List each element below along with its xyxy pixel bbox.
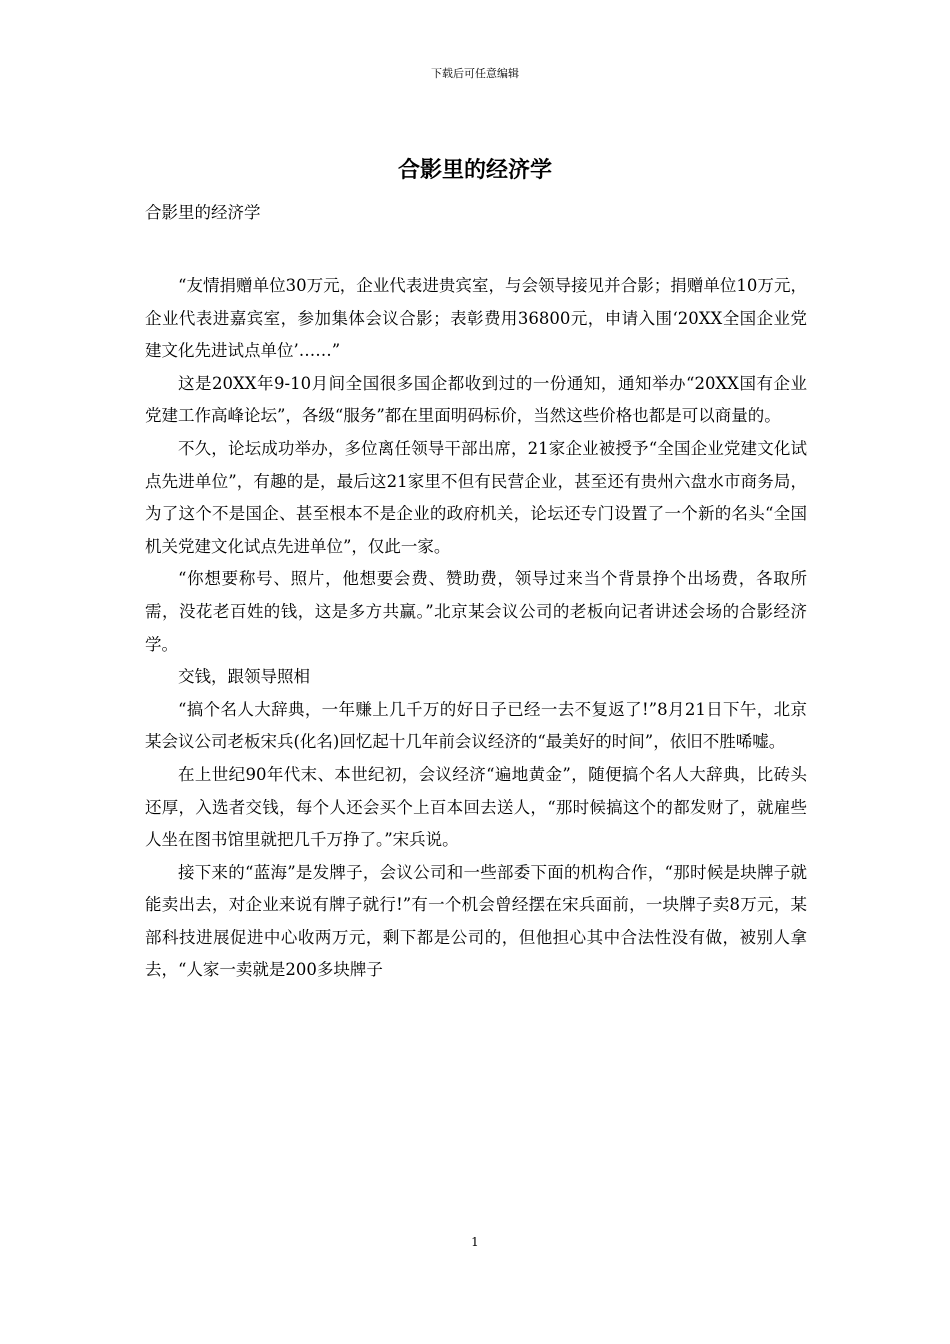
page-number: 1: [471, 1235, 479, 1249]
paragraph: 接下来的“蓝海”是发牌子，会议公司和一些部委下面的机构合作，“那时候是块牌子就能卖出去，对企业来说有牌子就行!”有一个机会曾经摆在宋兵面前，一块牌子卖8万元，某部科技进展促进中心收两万元，剩下都是公司的，但他担心其中合法性没有做，被别人拿去，“人家一卖就是200多块牌子: [145, 862, 807, 980]
section-heading: 交钱，跟领导照相: [178, 667, 310, 687]
paragraph: “友情捐赠单位30万元，企业代表进贵宾室，与会领导接见并合影；捐赠单位10万元，企业代表进嘉宾室，参加集体会议合影；表彰费用36800元，申请入围‘20XX全国企业党建文化先进试点单位’……”: [145, 276, 807, 361]
document-subtitle: 合影里的经济学: [145, 203, 261, 222]
document-title: 合影里的经济学: [397, 157, 552, 183]
paragraph: 不久，论坛成功举办，多位离任领导干部出席，21家企业被授予“全国企业党建文化试点先进单位”，有趣的是，最后这21家里不但有民营企业，甚至还有贵州六盘水市商务局，为了这个不是国企、甚至根本不是企业的政府机关，论坛还专门设置了一个新的名头“全国机关党建文化试点先进单位”，仅此一家。: [145, 438, 807, 556]
paragraph: “搞个名人大辞典，一年赚上几千万的好日子已经一去不复返了!”8月21日下午，北京某会议公司老板宋兵(化名)回忆起十几年前会议经济的“最美好的时间”，依旧不胜唏嘘。: [145, 699, 807, 752]
page-header: 下载后可任意编辑: [431, 67, 519, 80]
paragraph: “你想要称号、照片，他想要会费、赞助费，领导过来当个背景挣个出场费，各取所需，没花老百姓的钱，这是多方共赢。”北京某会议公司的老板向记者讲述会场的合影经济学。: [145, 569, 807, 654]
paragraph: 在上世纪90年代末、本世纪初，会议经济“遍地黄金”，随便搞个名人大辞典，比砖头还厚，入选者交钱，每个人还会买个上百本回去送人，“那时候搞这个的都发财了，就雇些人坐在图书馆里就把几千万挣了。”宋兵说。: [145, 764, 807, 850]
paragraph: 这是20XX年9-10月间全国很多国企都收到过的一份通知，通知举办“20XX国有企业党建工作高峰论坛”，各级“服务”都在里面明码标价，当然这些价格也都是可以商量的。: [145, 373, 807, 426]
document-body: [145, 270, 807, 987]
